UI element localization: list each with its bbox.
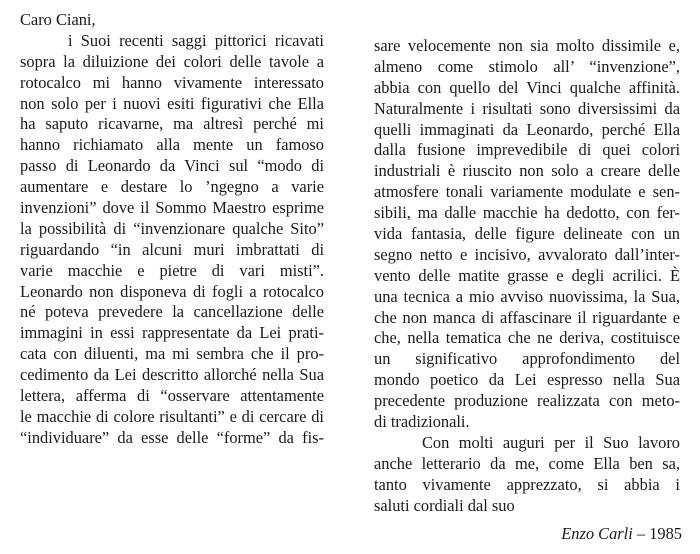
text-line: varie macchie e pietre di vari misti”.	[20, 260, 324, 280]
text-line: vida fantasia, delle figure delineate con un	[374, 224, 680, 244]
signature-year: 1985	[649, 524, 682, 543]
text-line: invenzioni” dove il Sommo Maestro esprime	[20, 198, 324, 218]
text-line: un significativo approfondimento del	[374, 349, 680, 369]
text-line: segno netto e incisivo, avvalorato dall’inter-	[374, 244, 680, 264]
closing-line: tanto vivamente apprezzato, si abbia i	[374, 474, 680, 494]
text-line: rotocalco mi hanno vivamente interessato	[20, 72, 324, 92]
text-line: Naturalmente i risultati sono diversissimi da	[374, 98, 680, 118]
closing-line: saluti cordiali dal suo	[374, 495, 515, 515]
text-line: ha saputo ricavarne, ma altresì perché mi	[20, 114, 324, 134]
text-line: atmosfere tonali variamente modulate e sen-	[374, 182, 680, 202]
signature-dash: –	[636, 524, 646, 543]
text-line: precedente produzione realizzata con meto-	[374, 391, 680, 411]
text-line: hanno richiamato alla mente un famoso	[20, 135, 324, 155]
text-line: lettera, afferma di “osservare attentamente	[20, 386, 324, 406]
text-line: la possibilità di “invenzionare qualche Sito”	[20, 218, 324, 238]
text-line: Leonardo non disponeva di fogli a rotocalco	[20, 281, 324, 301]
text-line: né poteva prevedere la cancellazione delle	[20, 302, 324, 322]
text-line: sopra la diluizione dei colori delle tavole a	[20, 51, 324, 71]
salutation: Caro Ciani,	[20, 10, 96, 29]
left-column	[20, 10, 324, 449]
text-line: quelli immaginati da Leonardo, perché Ella	[374, 119, 680, 139]
text-line: “individuare” da esse delle “forme” da fis-	[20, 427, 324, 447]
text-line: cedimento da Lei descritto allorché nella Sua	[20, 365, 324, 385]
text-line: abbia con quello del Vinci qualche affinità.	[374, 77, 680, 97]
signature	[561, 524, 682, 544]
text-line: che, nella tematica che ne deriva, costituisce	[374, 328, 680, 348]
closing-line: Con molti auguri per il Suo lavoro	[422, 432, 680, 452]
text-line: passo di Leonardo da Vinci sul “modo di	[20, 156, 324, 176]
right-column	[374, 36, 680, 516]
text-line: i Suoi recenti saggi pittorici ricavati	[68, 30, 324, 50]
text-line: che non manca di affascinare il riguardante e	[374, 307, 680, 327]
text-line: mondo poetico da Lei espresso nella Sua	[374, 370, 680, 390]
text-line: riguardando “in alcuni muri imbrattati di	[20, 239, 324, 259]
text-line: vento delle matite grasse e degli acrilici. È	[374, 265, 680, 285]
text-line: aumentare e destare lo ’ngegno a varie	[20, 177, 324, 197]
signature-name: Enzo Carli	[561, 524, 633, 543]
text-line: le macchie di colore risultanti” e di cercare di	[20, 406, 324, 426]
text-line: industriali è riuscito non solo a creare delle	[374, 161, 680, 181]
text-line: una tecnica a mio avviso nuovissima, la Sua,	[374, 286, 680, 306]
text-line: dalla fusione imprevedibile di quei colori	[374, 140, 680, 160]
closing-line: anche letterario da me, come Ella ben sa,	[374, 453, 680, 473]
text-line: cata con diluenti, ma mi sembra che il pro-	[20, 344, 324, 364]
text-line: non solo per i nuovi esiti figurativi che Ella	[20, 93, 324, 113]
text-line: almeno come stimolo all’ “invenzione”,	[374, 56, 680, 76]
text-line: immagini in essi rappresentate da Lei prati-	[20, 323, 324, 343]
text-line: sare velocemente non sia molto dissimile e,	[374, 36, 680, 55]
text-line: di tradizionali.	[374, 412, 470, 432]
text-line: sibili, ma dalle macchie ha dedotto, con fer-	[374, 203, 680, 223]
